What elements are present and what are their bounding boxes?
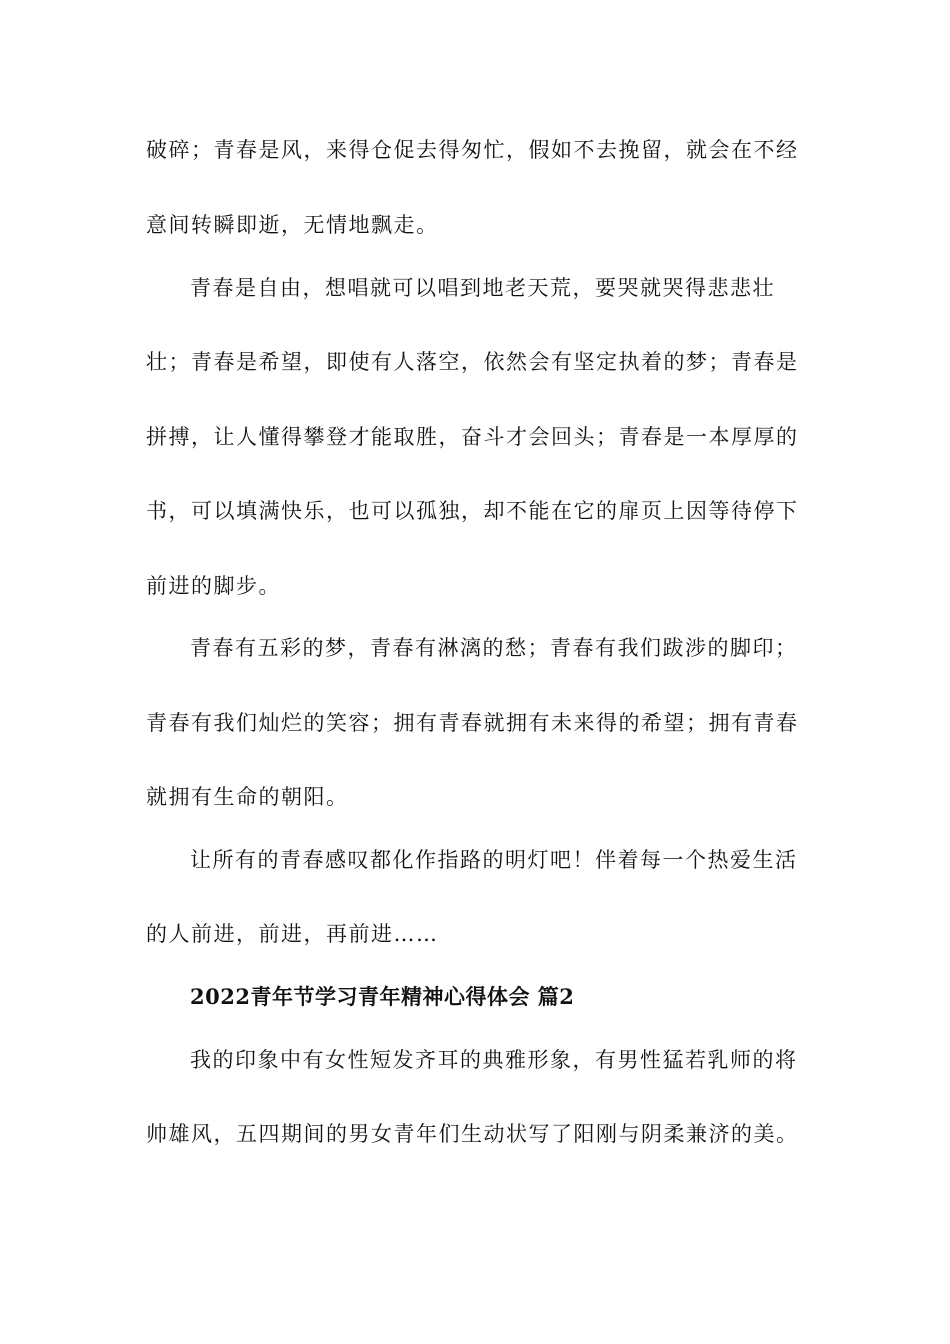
text-line-5: 拼搏，让人懂得攀登才能取胜，奋斗才会回头；青春是一本厚厚的 bbox=[146, 425, 799, 449]
text-line-4: 壮；青春是希望，即使有人落空，依然会有坚定执着的梦；青春是 bbox=[146, 350, 799, 374]
paragraph-start-line: 青春是自由，想唱就可以唱到地老天荒，要哭就哭得悲悲壮 bbox=[190, 276, 775, 300]
paragraph-start-line: 我的印象中有女性短发齐耳的典雅形象，有男性猛若乳师的将 bbox=[190, 1048, 798, 1072]
text-line-9: 青春有我们灿烂的笑容；拥有青春就拥有未来得的希望；拥有青春 bbox=[146, 711, 799, 735]
text-line-1: 破碎；青春是风，来得仓促去得匆忙，假如不去挽留，就会在不经 bbox=[146, 138, 799, 162]
text-line-6: 书，可以填满快乐，也可以孤独，却不能在它的扉页上因等待停下 bbox=[146, 499, 799, 523]
text-line-14: 帅雄风，五四期间的男女青年们生动状写了阳刚与阴柔兼济的美。 bbox=[146, 1122, 799, 1146]
paragraph-start-line: 青春有五彩的梦，青春有淋漓的愁；青春有我们跋涉的脚印； bbox=[190, 636, 798, 660]
text-line-2: 意间转瞬即逝，无情地飘走。 bbox=[146, 213, 439, 237]
text-line-10: 就拥有生命的朝阳。 bbox=[146, 785, 349, 809]
paragraph-start-line: 让所有的青春感叹都化作指路的明灯吧！伴着每一个热爱生活 bbox=[190, 848, 798, 872]
text-line-12: 的人前进，前进，再前进…… bbox=[146, 922, 439, 946]
section-heading: 2022青年节学习青年精神心得体会 篇2 bbox=[190, 984, 575, 1009]
text-line-7: 前进的脚步。 bbox=[146, 574, 281, 598]
